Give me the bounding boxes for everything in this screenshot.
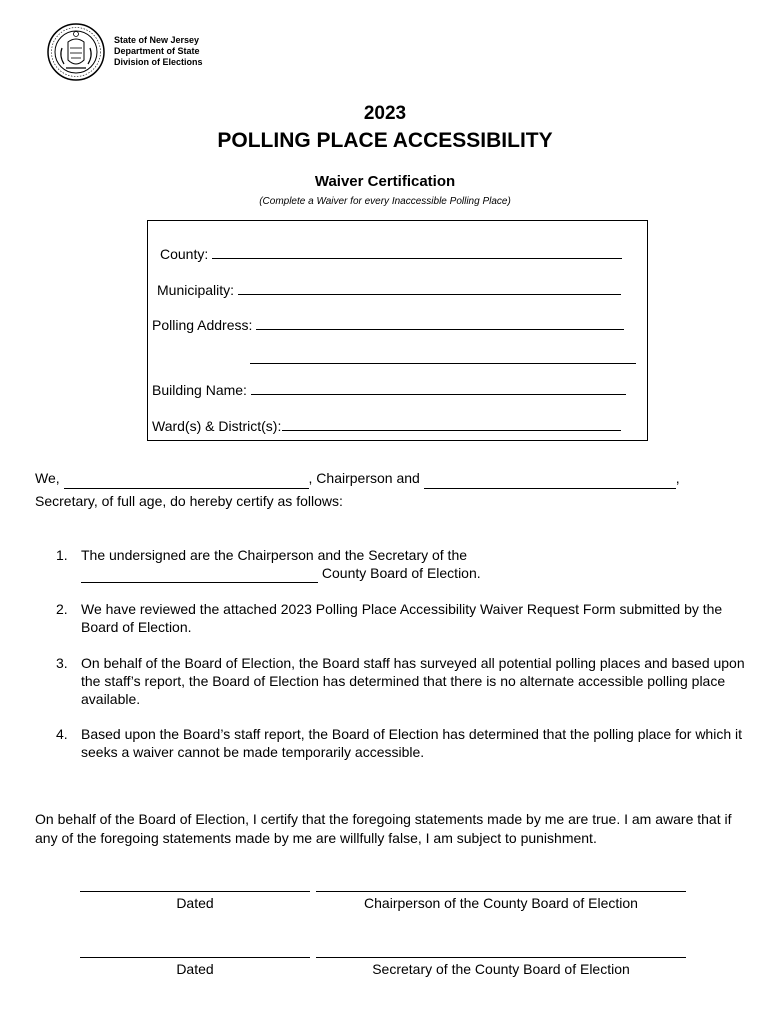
dated-label-2: Dated bbox=[176, 961, 214, 977]
we-label: We, bbox=[35, 470, 60, 486]
agency-line-2: Department of State bbox=[114, 46, 200, 56]
agency-line-3: Division of Elections bbox=[114, 57, 203, 67]
dated-signature-line-1[interactable] bbox=[80, 890, 310, 892]
form-instruction: (Complete a Waiver for every Inaccessible Polling Place) bbox=[259, 196, 511, 207]
item-number: 3. bbox=[56, 655, 68, 671]
certification-line-2: Secretary, of full age, do hereby certify as follows: bbox=[35, 493, 343, 509]
polling-address-field[interactable] bbox=[152, 317, 624, 333]
building-name-field[interactable] bbox=[152, 382, 626, 398]
wards-districts-line[interactable] bbox=[282, 429, 621, 431]
agency-line-1: State of New Jersey bbox=[114, 35, 200, 45]
county-field[interactable] bbox=[160, 246, 622, 262]
attestation-statement: On behalf of the Board of Election, I certify that the foregoing statements made by me are true. I am aware that if any of the foregoing statements made by me are willfully false, I am subject to punishment. bbox=[35, 811, 732, 846]
building-name-label: Building Name: bbox=[152, 382, 247, 398]
municipality-label: Municipality: bbox=[157, 282, 235, 298]
page-title: POLLING PLACE ACCESSIBILITY bbox=[217, 129, 553, 152]
secretary-name-line[interactable] bbox=[424, 469, 676, 489]
chairperson-signature-label: Chairperson of the County Board of Election bbox=[364, 895, 638, 911]
list-item-3 bbox=[56, 654, 746, 708]
certification-statement bbox=[35, 469, 735, 511]
agency-header bbox=[114, 35, 203, 68]
item-text-cont: County Board of Election. bbox=[321, 565, 481, 581]
item-text: The undersigned are the Chairperson and the Secretary of the bbox=[81, 547, 468, 563]
county-name-line[interactable] bbox=[81, 564, 318, 583]
wards-districts-label: Ward(s) & District(s): bbox=[152, 418, 282, 434]
item-text: On behalf of the Board of Election, the Board staff has surveyed all potential polling places and based upon the staff’s report, the Board of Election has determined that there is no alternate accessible polling place available. bbox=[81, 655, 745, 707]
form-subtitle: Waiver Certification bbox=[314, 173, 456, 190]
county-line[interactable] bbox=[212, 257, 622, 259]
municipality-field[interactable] bbox=[157, 282, 621, 298]
list-item-2 bbox=[56, 600, 746, 636]
polling-address-label: Polling Address: bbox=[152, 317, 253, 333]
secretary-signature-line[interactable] bbox=[316, 956, 686, 958]
item-text: We have reviewed the attached 2023 Polling Place Accessibility Waiver Request Form submitted by the Board of Election. bbox=[81, 601, 723, 635]
polling-address-line-2[interactable] bbox=[250, 362, 636, 364]
secretary-signature-label: Secretary of the County Board of Election bbox=[372, 961, 630, 977]
comma: , bbox=[675, 470, 680, 486]
dated-label-1: Dated bbox=[176, 895, 214, 911]
chairperson-name-line[interactable] bbox=[64, 469, 309, 489]
item-number: 1. bbox=[56, 547, 68, 563]
item-number: 2. bbox=[56, 601, 68, 617]
chairperson-signature-line[interactable] bbox=[316, 890, 686, 892]
municipality-line[interactable] bbox=[238, 293, 621, 295]
item-text: Based upon the Board’s staff report, the Board of Election has determined that the polling place for which it seeks a waiver cannot be made temporarily accessible. bbox=[81, 726, 743, 760]
county-label: County: bbox=[160, 246, 209, 262]
form-year: 2023 bbox=[363, 103, 407, 124]
list-item-4 bbox=[56, 725, 746, 761]
polling-address-line-1[interactable] bbox=[256, 328, 624, 330]
list-item-1 bbox=[56, 546, 746, 583]
item-number: 4. bbox=[56, 726, 68, 742]
building-name-line[interactable] bbox=[251, 393, 626, 395]
chairperson-and-label: , Chairperson and bbox=[308, 470, 420, 486]
wards-districts-field[interactable] bbox=[152, 418, 621, 434]
dated-signature-line-2[interactable] bbox=[80, 956, 310, 958]
state-seal-icon bbox=[46, 22, 106, 82]
